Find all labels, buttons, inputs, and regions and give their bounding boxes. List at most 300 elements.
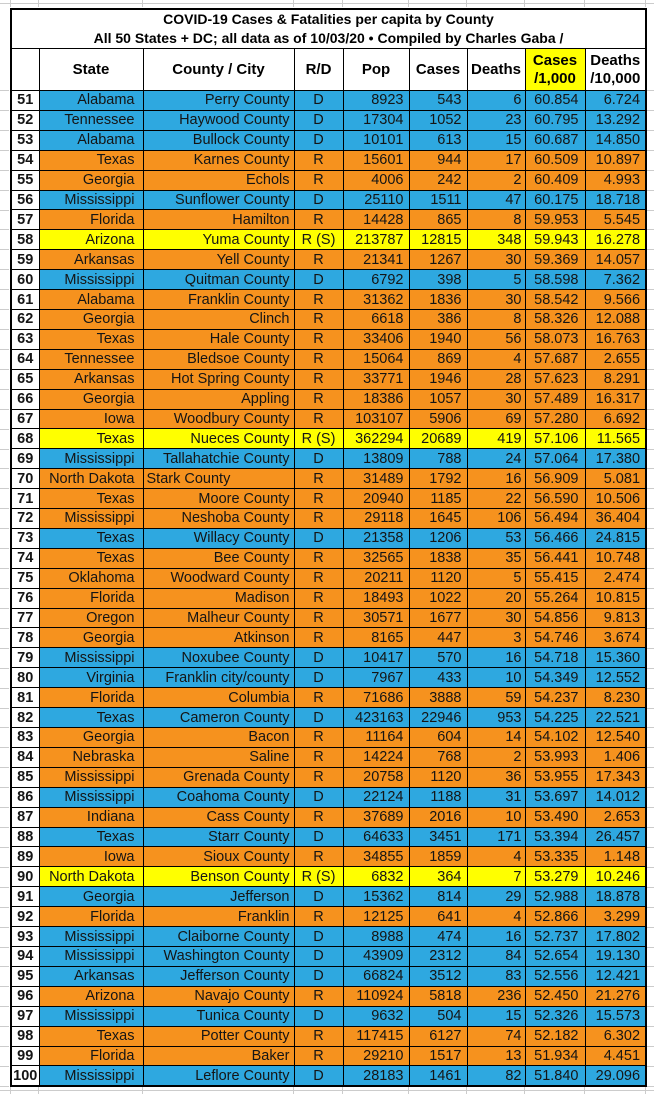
cell-pop[interactable]: 20758 bbox=[343, 767, 409, 787]
cell-deaths-per-10000[interactable]: 21.276 bbox=[585, 986, 646, 1006]
cell-party[interactable]: R bbox=[294, 349, 343, 369]
cell-rank[interactable]: 83 bbox=[11, 728, 39, 748]
cell-deaths-per-10000[interactable]: 9.813 bbox=[585, 608, 646, 628]
cell-pop[interactable]: 22124 bbox=[343, 787, 409, 807]
cell-party[interactable]: R bbox=[294, 369, 343, 389]
cell-party[interactable]: R bbox=[294, 688, 343, 708]
cell-pop[interactable]: 31489 bbox=[343, 469, 409, 489]
cell-deaths[interactable]: 4 bbox=[467, 847, 525, 867]
cell-deaths[interactable]: 4 bbox=[467, 349, 525, 369]
cell-state[interactable]: Iowa bbox=[39, 847, 143, 867]
cell-county[interactable]: Quitman County bbox=[143, 270, 294, 290]
cell-deaths-per-10000[interactable]: 36.404 bbox=[585, 509, 646, 529]
cell-rank[interactable]: 73 bbox=[11, 528, 39, 548]
cell-cases-per-1000[interactable]: 56.441 bbox=[525, 548, 585, 568]
cell-party[interactable]: D bbox=[294, 110, 343, 130]
cell-cases-per-1000[interactable]: 59.369 bbox=[525, 250, 585, 270]
cell-rank[interactable]: 99 bbox=[11, 1046, 39, 1066]
cell-pop[interactable]: 8165 bbox=[343, 628, 409, 648]
cell-pop[interactable]: 21341 bbox=[343, 250, 409, 270]
cell-pop[interactable]: 8923 bbox=[343, 91, 409, 111]
cell-county[interactable]: Woodbury County bbox=[143, 409, 294, 429]
cell-deaths[interactable]: 17 bbox=[467, 150, 525, 170]
cell-party[interactable]: R (S) bbox=[294, 867, 343, 887]
cell-cases-per-1000[interactable]: 52.182 bbox=[525, 1026, 585, 1046]
cell-deaths-per-10000[interactable]: 19.130 bbox=[585, 946, 646, 966]
cell-rank[interactable]: 97 bbox=[11, 1006, 39, 1026]
cell-pop[interactable]: 25110 bbox=[343, 190, 409, 210]
cell-deaths[interactable]: 84 bbox=[467, 946, 525, 966]
cell-county[interactable]: Madison bbox=[143, 588, 294, 608]
cell-party[interactable]: R bbox=[294, 847, 343, 867]
cell-rank[interactable]: 70 bbox=[11, 469, 39, 489]
cell-state[interactable]: Georgia bbox=[39, 887, 143, 907]
cell-party[interactable]: R bbox=[294, 1046, 343, 1066]
cell-county[interactable]: Haywood County bbox=[143, 110, 294, 130]
cell-county[interactable]: Potter County bbox=[143, 1026, 294, 1046]
cell-pop[interactable]: 20211 bbox=[343, 568, 409, 588]
cell-deaths-per-10000[interactable]: 13.292 bbox=[585, 110, 646, 130]
cell-state[interactable]: Florida bbox=[39, 907, 143, 927]
cell-rank[interactable]: 81 bbox=[11, 688, 39, 708]
cell-rank[interactable]: 51 bbox=[11, 91, 39, 111]
cell-pop[interactable]: 32565 bbox=[343, 548, 409, 568]
cell-deaths-per-10000[interactable]: 14.012 bbox=[585, 787, 646, 807]
cell-pop[interactable]: 31362 bbox=[343, 290, 409, 310]
cell-cases[interactable]: 1946 bbox=[409, 369, 467, 389]
cell-cases[interactable]: 2312 bbox=[409, 946, 467, 966]
column-header-rank[interactable] bbox=[11, 49, 39, 91]
cell-cases-per-1000[interactable]: 60.175 bbox=[525, 190, 585, 210]
cell-cases[interactable]: 1057 bbox=[409, 389, 467, 409]
cell-cases[interactable]: 1267 bbox=[409, 250, 467, 270]
cell-rank[interactable]: 69 bbox=[11, 449, 39, 469]
cell-cases-per-1000[interactable]: 57.623 bbox=[525, 369, 585, 389]
cell-cases-per-1000[interactable]: 56.590 bbox=[525, 489, 585, 509]
cell-cases-per-1000[interactable]: 57.280 bbox=[525, 409, 585, 429]
cell-state[interactable]: Mississippi bbox=[39, 270, 143, 290]
cell-deaths-per-10000[interactable]: 2.653 bbox=[585, 807, 646, 827]
cell-cases-per-1000[interactable]: 53.335 bbox=[525, 847, 585, 867]
cell-pop[interactable]: 6832 bbox=[343, 867, 409, 887]
cell-county[interactable]: Sunflower County bbox=[143, 190, 294, 210]
cell-party[interactable]: R (S) bbox=[294, 429, 343, 449]
cell-deaths[interactable]: 82 bbox=[467, 1066, 525, 1086]
cell-county[interactable]: Tallahatchie County bbox=[143, 449, 294, 469]
cell-county[interactable]: Bullock County bbox=[143, 130, 294, 150]
cell-state[interactable]: Arkansas bbox=[39, 250, 143, 270]
cell-deaths[interactable]: 24 bbox=[467, 449, 525, 469]
cell-state[interactable]: Florida bbox=[39, 688, 143, 708]
cell-rank[interactable]: 90 bbox=[11, 867, 39, 887]
cell-pop[interactable]: 30571 bbox=[343, 608, 409, 628]
cell-party[interactable]: R bbox=[294, 728, 343, 748]
cell-pop[interactable]: 14428 bbox=[343, 210, 409, 230]
cell-party[interactable]: R bbox=[294, 170, 343, 190]
cell-rank[interactable]: 72 bbox=[11, 509, 39, 529]
cell-pop[interactable]: 64633 bbox=[343, 827, 409, 847]
cell-party[interactable]: R bbox=[294, 767, 343, 787]
cell-deaths-per-10000[interactable]: 16.763 bbox=[585, 329, 646, 349]
cell-party[interactable]: R bbox=[294, 548, 343, 568]
cell-rank[interactable]: 74 bbox=[11, 548, 39, 568]
cell-deaths-per-10000[interactable]: 12.088 bbox=[585, 309, 646, 329]
cell-deaths-per-10000[interactable]: 5.081 bbox=[585, 469, 646, 489]
cell-rank[interactable]: 68 bbox=[11, 429, 39, 449]
cell-cases-per-1000[interactable]: 53.697 bbox=[525, 787, 585, 807]
cell-deaths[interactable]: 16 bbox=[467, 648, 525, 668]
cell-pop[interactable]: 7967 bbox=[343, 668, 409, 688]
cell-state[interactable]: Texas bbox=[39, 548, 143, 568]
cell-pop[interactable]: 10101 bbox=[343, 130, 409, 150]
cell-cases[interactable]: 869 bbox=[409, 349, 467, 369]
cell-cases-per-1000[interactable]: 52.737 bbox=[525, 927, 585, 947]
cell-pop[interactable]: 15064 bbox=[343, 349, 409, 369]
cell-county[interactable]: Hot Spring County bbox=[143, 369, 294, 389]
cell-cases[interactable]: 1645 bbox=[409, 509, 467, 529]
cell-state[interactable]: Alabama bbox=[39, 91, 143, 111]
cell-deaths[interactable]: 5 bbox=[467, 568, 525, 588]
cell-cases[interactable]: 12815 bbox=[409, 230, 467, 250]
cell-party[interactable]: D bbox=[294, 190, 343, 210]
cell-party[interactable]: R bbox=[294, 150, 343, 170]
cell-county[interactable]: Moore County bbox=[143, 489, 294, 509]
cell-cases[interactable]: 1206 bbox=[409, 528, 467, 548]
cell-county[interactable]: Tunica County bbox=[143, 1006, 294, 1026]
cell-deaths-per-10000[interactable]: 5.545 bbox=[585, 210, 646, 230]
cell-county[interactable]: Franklin city/county bbox=[143, 668, 294, 688]
cell-deaths-per-10000[interactable]: 8.291 bbox=[585, 369, 646, 389]
cell-party[interactable]: D bbox=[294, 946, 343, 966]
cell-pop[interactable]: 10417 bbox=[343, 648, 409, 668]
cell-county[interactable]: Starr County bbox=[143, 827, 294, 847]
cell-cases[interactable]: 2016 bbox=[409, 807, 467, 827]
cell-cases-per-1000[interactable]: 54.349 bbox=[525, 668, 585, 688]
cell-county[interactable]: Sioux County bbox=[143, 847, 294, 867]
cell-rank[interactable]: 95 bbox=[11, 966, 39, 986]
cell-party[interactable]: D bbox=[294, 827, 343, 847]
cell-cases-per-1000[interactable]: 59.953 bbox=[525, 210, 585, 230]
cell-pop[interactable]: 18493 bbox=[343, 588, 409, 608]
column-header-cases-per-1000[interactable] bbox=[525, 49, 585, 91]
cell-cases[interactable]: 447 bbox=[409, 628, 467, 648]
cell-county[interactable]: Claiborne County bbox=[143, 927, 294, 947]
cell-county[interactable]: Saline bbox=[143, 747, 294, 767]
cell-deaths[interactable]: 22 bbox=[467, 489, 525, 509]
cell-cases[interactable]: 22946 bbox=[409, 708, 467, 728]
cell-county[interactable]: Willacy County bbox=[143, 528, 294, 548]
cell-county[interactable]: Stark County bbox=[143, 469, 294, 489]
cell-state[interactable]: Oregon bbox=[39, 608, 143, 628]
cell-cases[interactable]: 3888 bbox=[409, 688, 467, 708]
cell-deaths[interactable]: 15 bbox=[467, 1006, 525, 1026]
cell-cases-per-1000[interactable]: 52.326 bbox=[525, 1006, 585, 1026]
cell-party[interactable]: R bbox=[294, 747, 343, 767]
cell-pop[interactable]: 28183 bbox=[343, 1066, 409, 1086]
cell-cases[interactable]: 1188 bbox=[409, 787, 467, 807]
cell-county[interactable]: Franklin County bbox=[143, 290, 294, 310]
cell-cases-per-1000[interactable]: 54.102 bbox=[525, 728, 585, 748]
cell-party[interactable]: R bbox=[294, 1026, 343, 1046]
cell-county[interactable]: Echols bbox=[143, 170, 294, 190]
cell-pop[interactable]: 14224 bbox=[343, 747, 409, 767]
cell-cases-per-1000[interactable]: 57.489 bbox=[525, 389, 585, 409]
cell-rank[interactable]: 80 bbox=[11, 668, 39, 688]
cell-cases-per-1000[interactable]: 51.934 bbox=[525, 1046, 585, 1066]
cell-state[interactable]: Georgia bbox=[39, 170, 143, 190]
cell-deaths-per-10000[interactable]: 10.748 bbox=[585, 548, 646, 568]
cell-party[interactable]: D bbox=[294, 91, 343, 111]
cell-deaths-per-10000[interactable]: 24.815 bbox=[585, 528, 646, 548]
cell-pop[interactable]: 8988 bbox=[343, 927, 409, 947]
cell-cases[interactable]: 604 bbox=[409, 728, 467, 748]
cell-deaths-per-10000[interactable]: 6.302 bbox=[585, 1026, 646, 1046]
cell-state[interactable]: Florida bbox=[39, 210, 143, 230]
cell-party[interactable]: R bbox=[294, 389, 343, 409]
cell-party[interactable]: R bbox=[294, 588, 343, 608]
cell-party[interactable]: D bbox=[294, 708, 343, 728]
cell-rank[interactable]: 76 bbox=[11, 588, 39, 608]
cell-pop[interactable]: 43909 bbox=[343, 946, 409, 966]
cell-party[interactable]: R bbox=[294, 986, 343, 1006]
cell-cases[interactable]: 1859 bbox=[409, 847, 467, 867]
cell-party[interactable]: R bbox=[294, 290, 343, 310]
cell-rank[interactable]: 93 bbox=[11, 927, 39, 947]
cell-cases[interactable]: 814 bbox=[409, 887, 467, 907]
cell-deaths[interactable]: 13 bbox=[467, 1046, 525, 1066]
cell-deaths-per-10000[interactable]: 6.692 bbox=[585, 409, 646, 429]
cell-pop[interactable]: 21358 bbox=[343, 528, 409, 548]
cell-cases[interactable]: 386 bbox=[409, 309, 467, 329]
cell-county[interactable]: Cameron County bbox=[143, 708, 294, 728]
cell-county[interactable]: Yuma County bbox=[143, 230, 294, 250]
cell-rank[interactable]: 75 bbox=[11, 568, 39, 588]
cell-county[interactable]: Neshoba County bbox=[143, 509, 294, 529]
cell-cases-per-1000[interactable]: 54.225 bbox=[525, 708, 585, 728]
cell-pop[interactable]: 103107 bbox=[343, 409, 409, 429]
cell-deaths-per-10000[interactable]: 10.506 bbox=[585, 489, 646, 509]
cell-pop[interactable]: 362294 bbox=[343, 429, 409, 449]
cell-county[interactable]: Woodward County bbox=[143, 568, 294, 588]
cell-deaths-per-10000[interactable]: 10.897 bbox=[585, 150, 646, 170]
cell-state[interactable]: Oklahoma bbox=[39, 568, 143, 588]
cell-party[interactable]: D bbox=[294, 528, 343, 548]
cell-deaths[interactable]: 23 bbox=[467, 110, 525, 130]
cell-deaths[interactable]: 56 bbox=[467, 329, 525, 349]
cell-deaths[interactable]: 3 bbox=[467, 628, 525, 648]
cell-state[interactable]: Texas bbox=[39, 708, 143, 728]
cell-state[interactable]: Mississippi bbox=[39, 946, 143, 966]
cell-deaths[interactable]: 8 bbox=[467, 309, 525, 329]
cell-state[interactable]: Mississippi bbox=[39, 1066, 143, 1086]
cell-deaths[interactable]: 30 bbox=[467, 389, 525, 409]
cell-party[interactable]: D bbox=[294, 1006, 343, 1026]
cell-cases-per-1000[interactable]: 60.409 bbox=[525, 170, 585, 190]
cell-state[interactable]: Texas bbox=[39, 489, 143, 509]
cell-party[interactable]: D bbox=[294, 668, 343, 688]
cell-deaths-per-10000[interactable]: 18.718 bbox=[585, 190, 646, 210]
cell-cases-per-1000[interactable]: 52.450 bbox=[525, 986, 585, 1006]
cell-state[interactable]: Mississippi bbox=[39, 1006, 143, 1026]
cell-party[interactable]: R bbox=[294, 469, 343, 489]
cell-pop[interactable]: 37689 bbox=[343, 807, 409, 827]
cell-cases[interactable]: 944 bbox=[409, 150, 467, 170]
cell-rank[interactable]: 98 bbox=[11, 1026, 39, 1046]
cell-deaths-per-10000[interactable]: 15.360 bbox=[585, 648, 646, 668]
cell-state[interactable]: Arizona bbox=[39, 230, 143, 250]
cell-rank[interactable]: 77 bbox=[11, 608, 39, 628]
cell-deaths[interactable]: 28 bbox=[467, 369, 525, 389]
cell-cases[interactable]: 6127 bbox=[409, 1026, 467, 1046]
cell-cases-per-1000[interactable]: 56.466 bbox=[525, 528, 585, 548]
cell-deaths-per-10000[interactable]: 3.674 bbox=[585, 628, 646, 648]
cell-cases[interactable]: 20689 bbox=[409, 429, 467, 449]
cell-rank[interactable]: 94 bbox=[11, 946, 39, 966]
cell-pop[interactable]: 117415 bbox=[343, 1026, 409, 1046]
cell-pop[interactable]: 15362 bbox=[343, 887, 409, 907]
cell-party[interactable]: R bbox=[294, 210, 343, 230]
cell-pop[interactable]: 4006 bbox=[343, 170, 409, 190]
cell-state[interactable]: Mississippi bbox=[39, 927, 143, 947]
cell-cases-per-1000[interactable]: 56.909 bbox=[525, 469, 585, 489]
cell-deaths[interactable]: 16 bbox=[467, 469, 525, 489]
cell-deaths[interactable]: 31 bbox=[467, 787, 525, 807]
cell-deaths-per-10000[interactable]: 12.540 bbox=[585, 728, 646, 748]
cell-rank[interactable]: 65 bbox=[11, 369, 39, 389]
cell-deaths-per-10000[interactable]: 17.802 bbox=[585, 927, 646, 947]
cell-pop[interactable]: 213787 bbox=[343, 230, 409, 250]
cell-rank[interactable]: 59 bbox=[11, 250, 39, 270]
cell-deaths[interactable]: 10 bbox=[467, 807, 525, 827]
cell-county[interactable]: Jefferson County bbox=[143, 966, 294, 986]
cell-deaths-per-10000[interactable]: 8.230 bbox=[585, 688, 646, 708]
cell-pop[interactable]: 33771 bbox=[343, 369, 409, 389]
cell-pop[interactable]: 18386 bbox=[343, 389, 409, 409]
cell-state[interactable]: Mississippi bbox=[39, 767, 143, 787]
cell-deaths-per-10000[interactable]: 29.096 bbox=[585, 1066, 646, 1086]
cell-deaths-per-10000[interactable]: 15.573 bbox=[585, 1006, 646, 1026]
cell-deaths[interactable]: 30 bbox=[467, 290, 525, 310]
cell-cases-per-1000[interactable]: 53.490 bbox=[525, 807, 585, 827]
cell-rank[interactable]: 85 bbox=[11, 767, 39, 787]
cell-deaths[interactable]: 7 bbox=[467, 867, 525, 887]
cell-cases-per-1000[interactable]: 58.598 bbox=[525, 270, 585, 290]
cell-cases[interactable]: 570 bbox=[409, 648, 467, 668]
cell-cases-per-1000[interactable]: 53.279 bbox=[525, 867, 585, 887]
cell-party[interactable]: R bbox=[294, 608, 343, 628]
cell-rank[interactable]: 60 bbox=[11, 270, 39, 290]
cell-deaths-per-10000[interactable]: 17.343 bbox=[585, 767, 646, 787]
cell-pop[interactable]: 13809 bbox=[343, 449, 409, 469]
cell-deaths[interactable]: 348 bbox=[467, 230, 525, 250]
cell-deaths-per-10000[interactable]: 22.521 bbox=[585, 708, 646, 728]
cell-deaths[interactable]: 15 bbox=[467, 130, 525, 150]
cell-deaths[interactable]: 74 bbox=[467, 1026, 525, 1046]
cell-rank[interactable]: 53 bbox=[11, 130, 39, 150]
cell-cases[interactable]: 641 bbox=[409, 907, 467, 927]
cell-pop[interactable]: 33406 bbox=[343, 329, 409, 349]
cell-state[interactable]: Mississippi bbox=[39, 449, 143, 469]
cell-pop[interactable]: 9632 bbox=[343, 1006, 409, 1026]
cell-party[interactable]: D bbox=[294, 449, 343, 469]
cell-state[interactable]: Mississippi bbox=[39, 190, 143, 210]
cell-cases[interactable]: 474 bbox=[409, 927, 467, 947]
cell-county[interactable]: Jefferson bbox=[143, 887, 294, 907]
cell-pop[interactable]: 66824 bbox=[343, 966, 409, 986]
cell-deaths-per-10000[interactable]: 4.451 bbox=[585, 1046, 646, 1066]
cell-rank[interactable]: 79 bbox=[11, 648, 39, 668]
cell-cases-per-1000[interactable]: 54.237 bbox=[525, 688, 585, 708]
cell-county[interactable]: Grenada County bbox=[143, 767, 294, 787]
cell-deaths-per-10000[interactable]: 6.724 bbox=[585, 91, 646, 111]
cell-rank[interactable]: 78 bbox=[11, 628, 39, 648]
cell-county[interactable]: Navajo County bbox=[143, 986, 294, 1006]
cell-state[interactable]: Iowa bbox=[39, 409, 143, 429]
cell-state[interactable]: Texas bbox=[39, 429, 143, 449]
cell-cases[interactable]: 242 bbox=[409, 170, 467, 190]
cell-cases-per-1000[interactable]: 55.264 bbox=[525, 588, 585, 608]
cell-pop[interactable]: 6792 bbox=[343, 270, 409, 290]
cell-rank[interactable]: 92 bbox=[11, 907, 39, 927]
cell-deaths[interactable]: 14 bbox=[467, 728, 525, 748]
cell-party[interactable]: R bbox=[294, 489, 343, 509]
cell-county[interactable]: Clinch bbox=[143, 309, 294, 329]
cell-deaths-per-10000[interactable]: 14.850 bbox=[585, 130, 646, 150]
cell-party[interactable]: D bbox=[294, 966, 343, 986]
cell-cases[interactable]: 3512 bbox=[409, 966, 467, 986]
cell-deaths-per-10000[interactable]: 1.406 bbox=[585, 747, 646, 767]
cell-cases-per-1000[interactable]: 60.687 bbox=[525, 130, 585, 150]
cell-county[interactable]: Hamilton bbox=[143, 210, 294, 230]
cell-county[interactable]: Noxubee County bbox=[143, 648, 294, 668]
cell-rank[interactable]: 100 bbox=[11, 1066, 39, 1086]
cell-rank[interactable]: 96 bbox=[11, 986, 39, 1006]
cell-state[interactable]: Texas bbox=[39, 827, 143, 847]
cell-deaths[interactable]: 69 bbox=[467, 409, 525, 429]
cell-cases[interactable]: 1940 bbox=[409, 329, 467, 349]
cell-rank[interactable]: 52 bbox=[11, 110, 39, 130]
cell-county[interactable]: Bee County bbox=[143, 548, 294, 568]
column-header-state[interactable]: State bbox=[39, 49, 143, 91]
cell-county[interactable]: Coahoma County bbox=[143, 787, 294, 807]
cell-party[interactable]: D bbox=[294, 270, 343, 290]
cell-pop[interactable]: 11164 bbox=[343, 728, 409, 748]
cell-deaths[interactable]: 5 bbox=[467, 270, 525, 290]
cell-state[interactable]: Tennessee bbox=[39, 349, 143, 369]
cell-deaths-per-10000[interactable]: 2.655 bbox=[585, 349, 646, 369]
cell-rank[interactable]: 91 bbox=[11, 887, 39, 907]
cell-deaths[interactable]: 2 bbox=[467, 747, 525, 767]
cell-party[interactable]: R bbox=[294, 409, 343, 429]
cell-rank[interactable]: 58 bbox=[11, 230, 39, 250]
cell-rank[interactable]: 63 bbox=[11, 329, 39, 349]
cell-cases[interactable]: 1022 bbox=[409, 588, 467, 608]
cell-cases[interactable]: 1120 bbox=[409, 767, 467, 787]
cell-deaths-per-10000[interactable]: 12.552 bbox=[585, 668, 646, 688]
cell-cases-per-1000[interactable]: 52.556 bbox=[525, 966, 585, 986]
cell-party[interactable]: R bbox=[294, 250, 343, 270]
cell-cases-per-1000[interactable]: 54.718 bbox=[525, 648, 585, 668]
cell-cases-per-1000[interactable]: 60.854 bbox=[525, 91, 585, 111]
cell-state[interactable]: Georgia bbox=[39, 309, 143, 329]
cell-party[interactable]: R bbox=[294, 509, 343, 529]
cell-rank[interactable]: 89 bbox=[11, 847, 39, 867]
cell-deaths-per-10000[interactable]: 2.474 bbox=[585, 568, 646, 588]
cell-rank[interactable]: 82 bbox=[11, 708, 39, 728]
cell-county[interactable]: Bledsoe County bbox=[143, 349, 294, 369]
cell-pop[interactable]: 29210 bbox=[343, 1046, 409, 1066]
cell-cases[interactable]: 1461 bbox=[409, 1066, 467, 1086]
